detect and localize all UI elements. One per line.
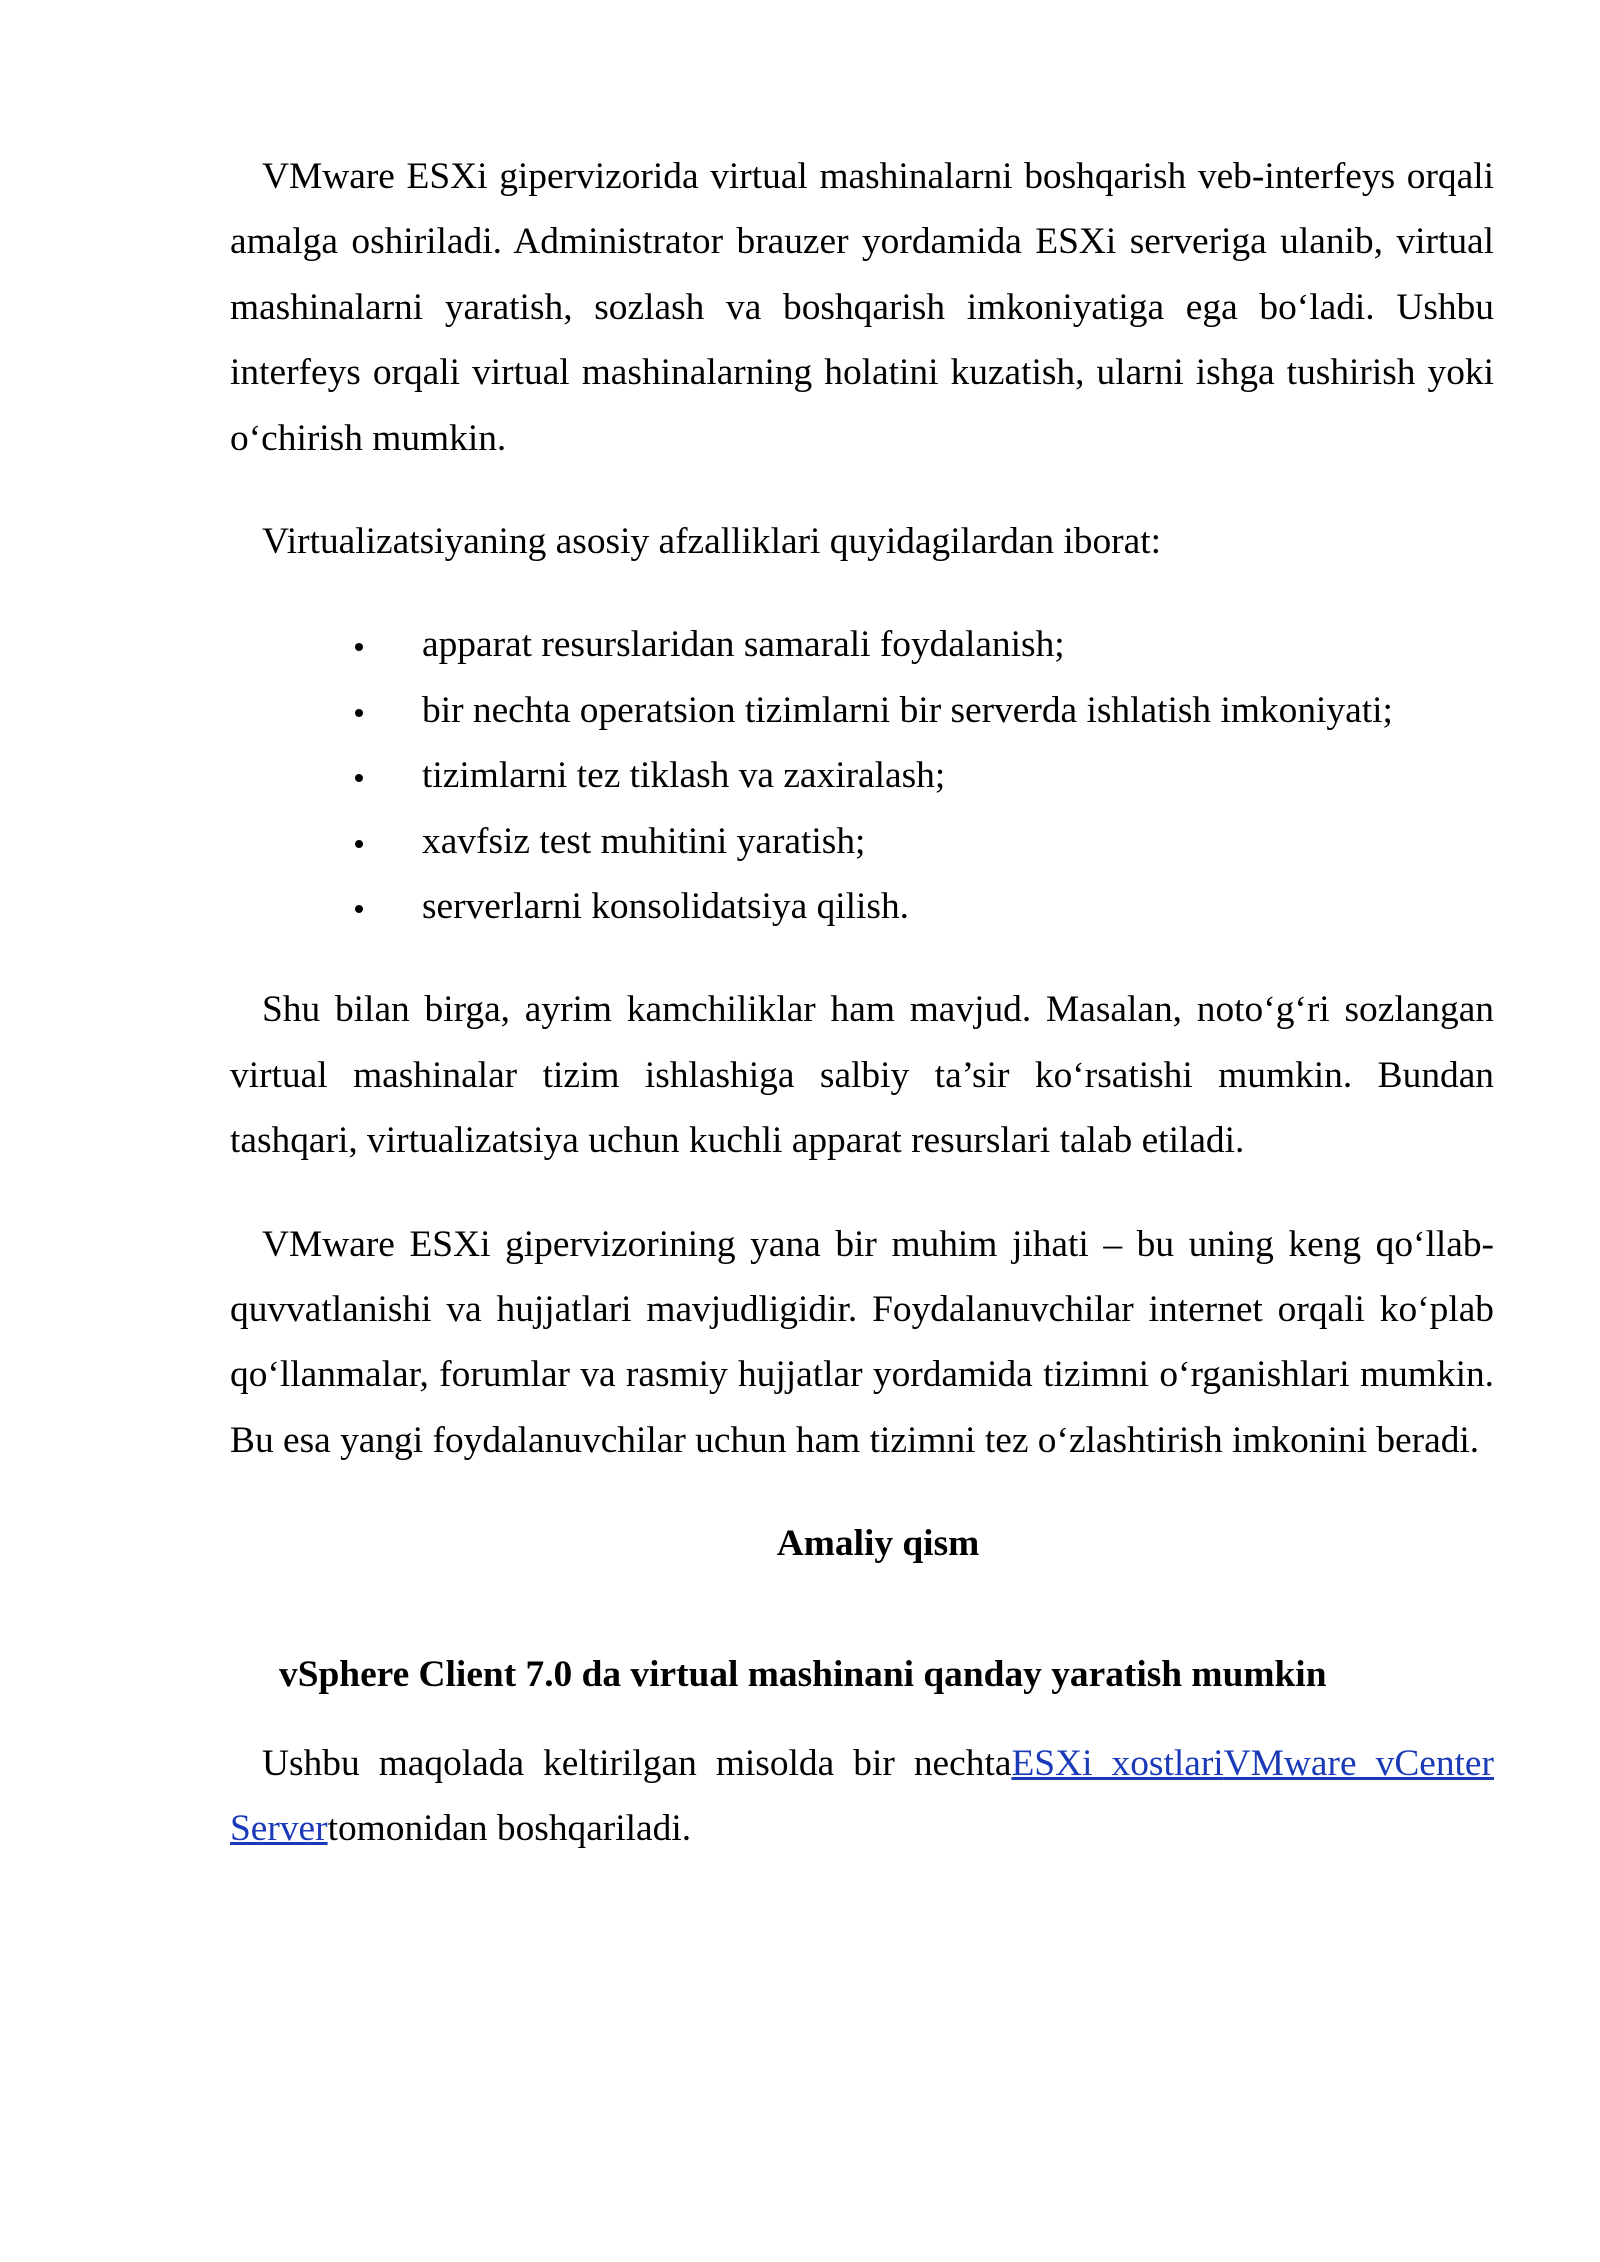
bullet-icon [355,774,363,782]
list-item [230,612,1494,677]
final-text-before: Ushbu maqolada keltirilgan misolda bir nechta [262,1742,1012,1784]
section-heading: Amaliy qism [776,1523,980,1565]
subsection-heading: vSphere Client 7.0 da virtual mashinani qanday yaratish mumkin [279,1654,1327,1696]
paragraph-final [230,1731,1494,1862]
bullet-icon [355,840,363,848]
bullet-icon [355,643,363,651]
bullet-icon [355,905,363,913]
link-esxi-hosts[interactable]: ESXi xostlari [1011,1742,1224,1784]
paragraph-support: VMware ESXi gipervizorining yana bir muhim jihati – bu uning keng qo‘llab-quvvatlanishi va hujjatlari mavjudligidir. Foydalanuvchilar internet orqali ko‘plab qo‘llanmalar, forumlar va rasmiy hujjatlar yordamida tizimni o‘rganishlari mumkin. Bu esa yangi foydalanuvchilar uchun ham tizimni tez o‘zlashtirish imkonini beradi. [230,1223,1494,1461]
advantages-list [230,612,1494,939]
list-item [230,809,1494,874]
final-text-after: tomonidan boshqariladi. [327,1808,692,1850]
text-column [230,144,1494,1899]
list-item [230,678,1494,743]
list-item-text: tizimlarni tez tiklash va zaxiralash; [422,755,946,797]
bullet-icon [355,709,363,717]
list-item-text: bir nechta operatsion tizimlarni bir serverda ishlatish imkoniyati; [422,689,1393,731]
paragraph-intro: VMware ESXi gipervizorida virtual mashinalarni boshqarish veb-interfeys orqali amalga oshiriladi. Administrator brauzer yordamida ESXi serveriga ulanib, virtual mashinalarni yaratish, sozlash va boshqarish imkoniyatiga ega bo‘ladi. Ushbu interfeys orqali virtual mashinalarning holatini kuzatish, ularni ishga tushirish yoki o‘chirish mumkin. [230,156,1494,459]
list-item-text: serverlarni konsolidatsiya qilish. [422,886,910,928]
link-vmware-vcenter-server[interactable]: VMware vCenter Server [230,1742,1494,1850]
list-item-text: xavfsiz test muhitini yaratish; [422,820,866,862]
list-item [230,874,1494,939]
paragraph-advantages-intro: Virtualizatsiyaning asosiy afzalliklari quyidagilardan iborat: [262,521,1161,563]
list-item [230,743,1494,808]
paragraph-disadvantages: Shu bilan birga, ayrim kamchiliklar ham mavjud. Masalan, noto‘g‘ri sozlangan virtual mashinalar tizim ishlashiga salbiy ta’sir ko‘rsatishi mumkin. Bundan tashqari, virtualizatsiya uchun kuchli apparat resurslari talab etiladi. [230,989,1494,1162]
list-item-text: apparat resurslaridan samarali foydalanish; [422,624,1065,666]
